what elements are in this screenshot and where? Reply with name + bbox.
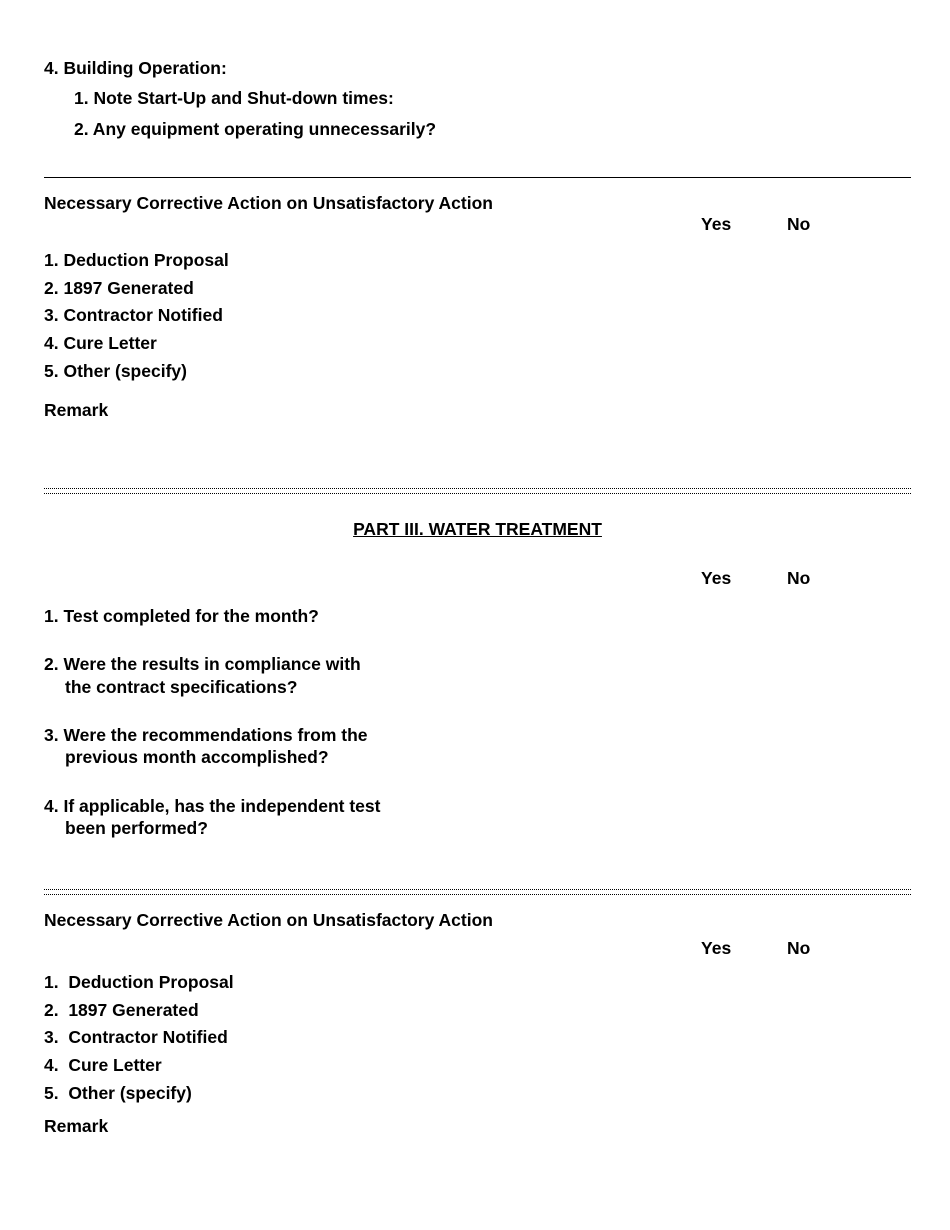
part-title: PART III. WATER TREATMENT xyxy=(353,519,602,539)
section-divider-dotted xyxy=(44,889,911,895)
yes-column-label: Yes xyxy=(701,568,732,588)
building-operation-item: 1. Note Start-Up and Shut-down times: xyxy=(74,88,394,108)
corrective-action-item: 2. 1897 Generated xyxy=(44,1000,199,1020)
corrective-action-item: 1. Deduction Proposal xyxy=(44,250,229,270)
corrective-action-item: 5. Other (specify) xyxy=(44,1083,192,1103)
question-line: 2. Were the results in compliance with xyxy=(44,654,361,674)
yes-column-label: Yes xyxy=(701,214,732,234)
corrective-action-item: 3. Contractor Notified xyxy=(44,1027,228,1047)
building-operation-heading: 4. Building Operation: xyxy=(44,58,227,78)
corrective-action-heading: Necessary Corrective Action on Unsatisfactory Action xyxy=(44,193,493,213)
corrective-action-item: 1. Deduction Proposal xyxy=(44,972,234,992)
no-column-label: No xyxy=(787,214,811,234)
no-column-label: No xyxy=(787,568,811,588)
question-line: 1. Test completed for the month? xyxy=(44,606,319,626)
question-line: 4. If applicable, has the independent test xyxy=(44,796,381,816)
section-divider xyxy=(44,177,911,178)
remark-label: Remark xyxy=(44,400,109,420)
corrective-action-item: 3. Contractor Notified xyxy=(44,305,223,325)
question-line: 3. Were the recommendations from the xyxy=(44,725,368,745)
yes-column-label: Yes xyxy=(701,938,732,958)
no-column-label: No xyxy=(787,938,811,958)
question-line-continued: been performed? xyxy=(65,818,208,838)
corrective-action-item: 2. 1897 Generated xyxy=(44,278,194,298)
corrective-action-item: 4. Cure Letter xyxy=(44,1055,162,1075)
question-line-continued: the contract specifications? xyxy=(65,677,298,697)
corrective-action-item: 4. Cure Letter xyxy=(44,333,157,353)
building-operation-item: 2. Any equipment operating unnecessarily? xyxy=(74,119,437,139)
corrective-action-item: 5. Other (specify) xyxy=(44,361,187,381)
remark-label: Remark xyxy=(44,1116,109,1136)
question-line-continued: previous month accomplished? xyxy=(65,747,329,767)
section-divider-dotted xyxy=(44,488,911,494)
corrective-action-heading: Necessary Corrective Action on Unsatisfactory Action xyxy=(44,910,493,930)
